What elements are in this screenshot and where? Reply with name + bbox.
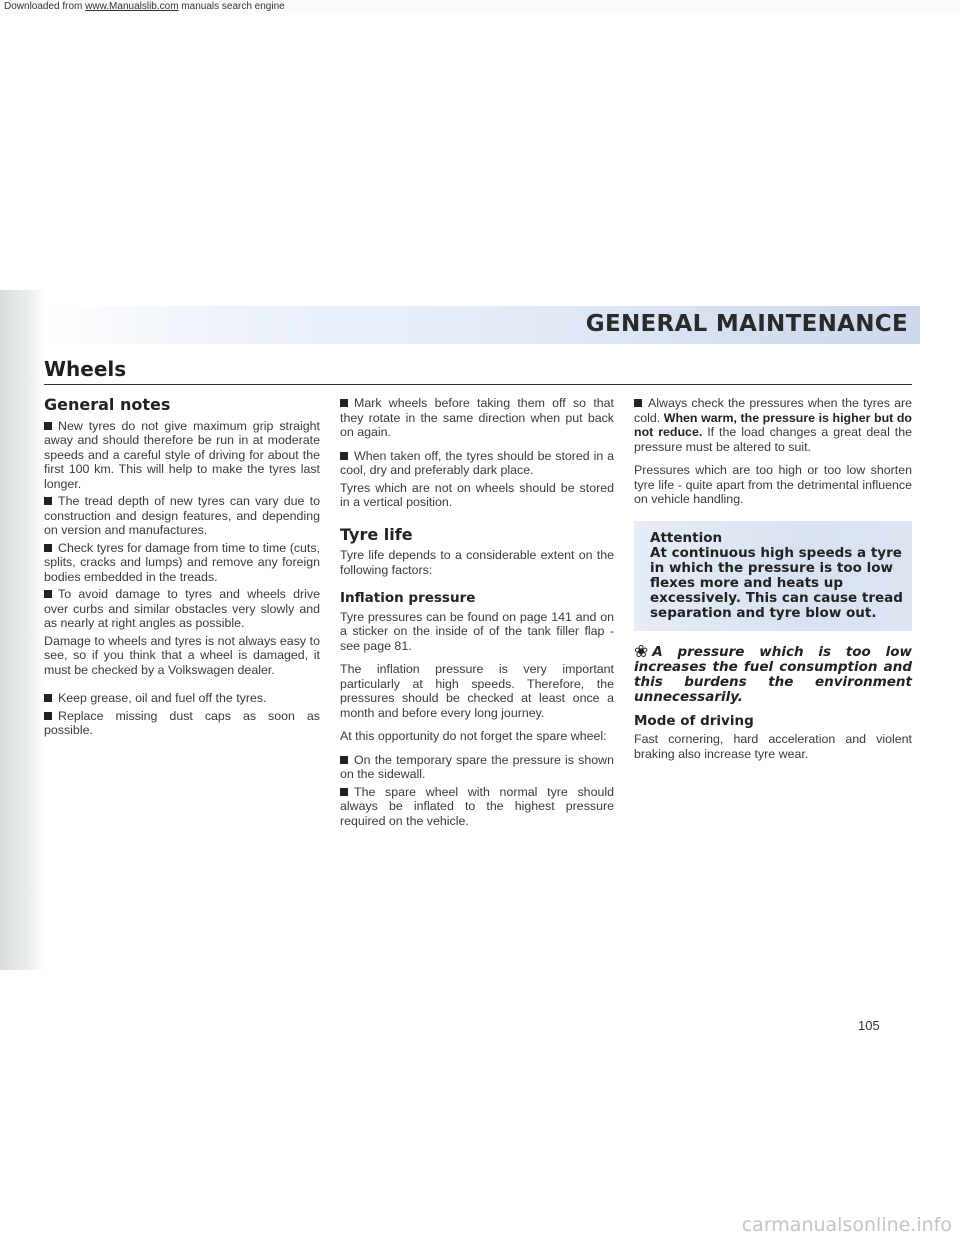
paragraph: Replace missing dust caps as soon as possible. — [44, 708, 320, 737]
heading-mode-of-driving: Mode of driving — [634, 712, 754, 729]
paragraph: On the temporary spare the pressure is shown on the sidewall. — [340, 752, 614, 781]
paragraph: Tyres which are not on wheels should be stored in a vertical position. — [340, 480, 614, 509]
bullet-icon — [340, 452, 348, 460]
bullet-icon — [340, 756, 348, 764]
bullet-icon — [44, 712, 52, 720]
paragraph: Tyre life depends to a considerable extent on the following factors: — [340, 548, 614, 577]
bullet-icon — [340, 399, 348, 407]
bullet-icon — [44, 544, 52, 552]
chapter-title: GENERAL MAINTENANCE — [585, 311, 908, 337]
environment-flower-icon: ❀ — [634, 641, 649, 662]
source-prefix: Downloaded from — [4, 1, 86, 12]
paragraph: Tyre pressures can be found on page 141 and on a sticker on the inside of of the tank filler flap - see page 81. — [340, 609, 614, 653]
paragraph: Fast cornering, hard acceleration and violent braking also increase tyre wear. — [634, 732, 912, 761]
paragraph: New tyres do not give maximum grip straight away and should therefore be run in at moderate speeds and a careful style of driving for about the first 100 km. This will help to make the tyres last longer. — [44, 418, 320, 491]
bullet-icon — [634, 399, 642, 407]
column-tyre-life — [340, 396, 614, 837]
heading-tyre-life: Tyre life — [340, 524, 413, 544]
bullet-icon — [44, 422, 52, 430]
column-general-notes — [44, 396, 320, 747]
attention-text: At continuous high speeds a tyre in which the pressure is too low flexes more and heats up excessively. This can cause tread separation and tyre blow out. — [650, 544, 903, 621]
watermark: carmanualsonline.info — [741, 1214, 952, 1236]
paragraph: At this opportunity do not forget the spare wheel: — [340, 729, 607, 743]
paragraph: The spare wheel with normal tyre should always be inflated to the highest pressure required on the vehicle. — [340, 784, 614, 828]
paragraph: The tread depth of new tyres can vary due to construction and design features, and depending on version and manufactures. — [44, 494, 320, 537]
environment-note: ❀ A pressure which is too low increases the fuel consumption and this burdens the environment unnecessarily. — [634, 641, 912, 705]
page-edge-shade — [0, 290, 44, 970]
source-suffix: manuals search engine — [178, 1, 285, 12]
section-title: Wheels — [44, 357, 127, 381]
paragraph: Always check the pressures when the tyres are cold. When warm, the pressure is higher but do not reduce. If the load changes a great deal the pressure must be altered to suit. — [634, 396, 912, 454]
bullet-icon — [340, 788, 348, 796]
paragraph: Mark wheels before taking them off so that they rotate in the same direction when put back on again. — [340, 396, 614, 439]
bullet-icon — [44, 694, 52, 702]
paragraph: Keep grease, oil and fuel off the tyres. — [44, 691, 320, 706]
paragraph: Damage to wheels and tyres is not always easy to see, so if you think that a wheel is damaged, it must be checked by a Volkswagen dealer. — [44, 633, 320, 677]
heading-general-notes: General notes — [44, 395, 171, 414]
manualslib-link[interactable]: www.Manualslib.com — [85, 1, 179, 12]
column-pressures — [634, 396, 912, 770]
paragraph: When taken off, the tyres should be stored in a cool, dry and preferably dark place. — [340, 448, 614, 477]
paragraph: Pressures which are too high or too low shorten tyre life - quite apart from the detrimental influence on vehicle handling. — [634, 463, 912, 506]
paragraph: The inflation pressure is very important particularly at high speeds. Therefore, the pressures should be checked at least once a month and before every long journey. — [340, 662, 614, 720]
page-number: 105 — [858, 1018, 880, 1033]
bullet-icon — [44, 497, 52, 505]
paragraph: Check tyres for damage from time to time (cuts, splits, cracks and lumps) and remove any foreign bodies embedded in the treads. — [44, 540, 320, 584]
heading-inflation-pressure: Inflation pressure — [340, 590, 476, 606]
bullet-icon — [44, 590, 52, 598]
attention-box — [634, 521, 912, 631]
download-source-bar — [0, 0, 960, 14]
paragraph: To avoid damage to tyres and wheels drive over curbs and similar obstacles very slowly and as nearly at right angles as possible. — [44, 587, 320, 630]
section-rule — [44, 384, 912, 385]
attention-title: Attention — [650, 529, 723, 546]
